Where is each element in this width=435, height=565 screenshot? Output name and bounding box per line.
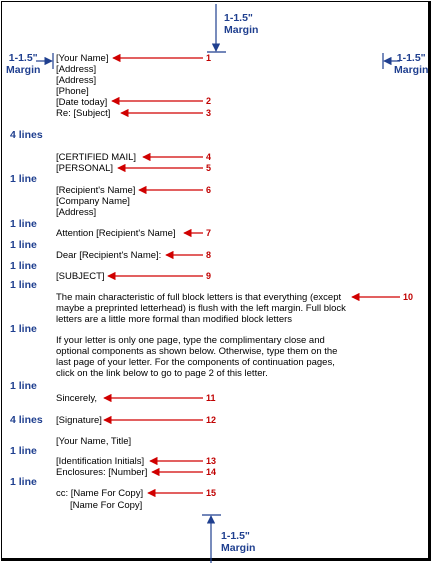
bottom-margin-size: 1-1.5" bbox=[221, 530, 250, 542]
spacing-label: 1 line bbox=[10, 476, 37, 488]
recipient-address: [Address] bbox=[56, 207, 97, 218]
spacing-label: 1 line bbox=[10, 218, 37, 230]
spacing-label: 1 line bbox=[10, 380, 37, 392]
callout-number: 12 bbox=[206, 415, 217, 425]
right-margin-size: 1-1.5" bbox=[396, 52, 426, 64]
bottom-margin-word: Margin bbox=[221, 542, 256, 554]
callout-number: 1 bbox=[206, 53, 212, 63]
callout-number: 13 bbox=[206, 456, 217, 466]
body-paragraph-2: If your letter is only one page, type the complimentary close and optional components as shown below. Otherwise, type them on the last page of your letter. For the components of continuation pages, click on the link below to go to page 2 of this letter. bbox=[56, 335, 338, 379]
attention-line: Attention [Recipient's Name] bbox=[56, 228, 176, 239]
callout-number: 14 bbox=[206, 467, 217, 477]
left-margin-word: Margin bbox=[6, 64, 41, 76]
spacing-label: 1 line bbox=[10, 323, 37, 335]
enclosures-line: Enclosures: [Number] bbox=[56, 467, 148, 478]
signature-line: [Signature] bbox=[56, 415, 102, 426]
copy-line-2: [Name For Copy] bbox=[70, 500, 143, 511]
spacing-label: 1 line bbox=[10, 445, 37, 457]
signer-name-title: [Your Name, Title] bbox=[56, 436, 132, 447]
callout-number: 15 bbox=[206, 488, 217, 498]
top-margin-word: Margin bbox=[224, 24, 259, 36]
sender-address-2: [Address] bbox=[56, 75, 97, 86]
left-margin-label bbox=[6, 52, 40, 76]
spacing-label: 1 line bbox=[10, 239, 37, 251]
certified-mail-notation: [CERTIFIED MAIL] bbox=[56, 152, 137, 163]
bottom-margin-label bbox=[221, 530, 255, 554]
callout-number: 5 bbox=[206, 163, 212, 173]
left-margin-size: 1-1.5" bbox=[8, 52, 38, 64]
recipient-company: [Company Name] bbox=[56, 196, 130, 207]
spacing-label: 4 lines bbox=[10, 414, 43, 426]
sender-address-1: [Address] bbox=[56, 64, 97, 75]
salutation: Dear [Recipient's Name]: bbox=[56, 250, 162, 261]
sender-phone: [Phone] bbox=[56, 86, 89, 97]
callout-number: 7 bbox=[206, 228, 212, 238]
callout-number: 3 bbox=[206, 108, 212, 118]
callout-number: 10 bbox=[403, 292, 414, 302]
spacing-label: 1 line bbox=[10, 173, 37, 185]
sender-name: [Your Name] bbox=[56, 53, 109, 64]
right-margin-word: Margin bbox=[394, 64, 429, 76]
personal-notation: [PERSONAL] bbox=[56, 163, 114, 174]
spacing-label: 1 line bbox=[10, 279, 37, 291]
spacing-label: 1 line bbox=[10, 260, 37, 272]
callout-number: 2 bbox=[206, 96, 212, 106]
callout-number: 11 bbox=[206, 393, 216, 403]
right-margin-label bbox=[394, 52, 428, 76]
recipient-name: [Recipient's Name] bbox=[56, 185, 136, 196]
identification-initials: [Identification Initials] bbox=[56, 456, 145, 467]
top-margin-label bbox=[224, 12, 258, 36]
body-paragraph-1: The main characteristic of full block letters is that everything (except maybe a preprinted letterhead) is flush with the left margin. Full block letters are a little more formal than modified block letters bbox=[56, 292, 346, 325]
top-margin-size: 1-1.5" bbox=[224, 12, 253, 24]
reference-line: Re: [Subject] bbox=[56, 108, 111, 119]
date-line: [Date today] bbox=[56, 97, 108, 108]
callout-number: 9 bbox=[206, 271, 212, 281]
callout-number: 4 bbox=[206, 152, 212, 162]
spacing-label: 4 lines bbox=[10, 129, 43, 141]
complimentary-close: Sincerely, bbox=[56, 393, 98, 404]
subject-line: [SUBJECT] bbox=[56, 271, 105, 282]
callout-number: 8 bbox=[206, 250, 212, 260]
copy-line-1: cc: [Name For Copy] bbox=[56, 488, 144, 499]
callout-number: 6 bbox=[206, 185, 212, 195]
